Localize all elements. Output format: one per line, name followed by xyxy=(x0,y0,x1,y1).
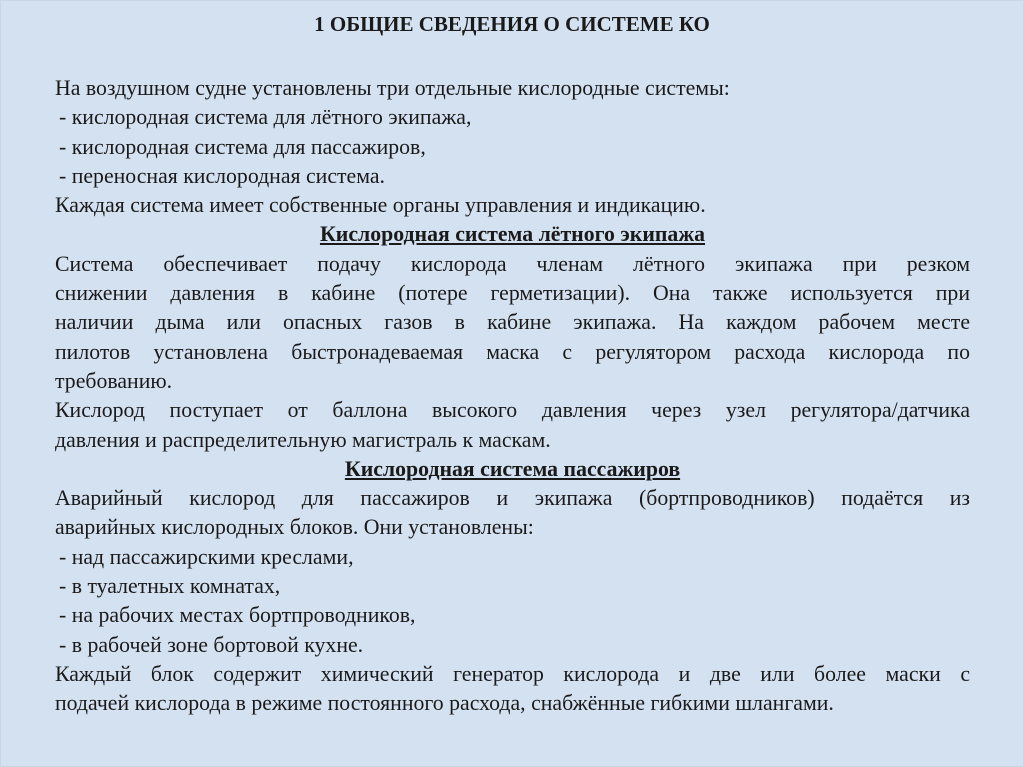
intro-list-item: - кислородная система для лётного экипажа, xyxy=(59,105,472,130)
section-heading-crew: Кислородная система лётного экипажа xyxy=(319,222,706,247)
intro-closing: Каждая система имеет собственные органы управления и индикацию. xyxy=(55,193,706,218)
intro-list-item: - кислородная система для пассажиров, xyxy=(59,134,426,159)
crew-paragraph-line: пилотов установлена быстронадеваемая маска с регулятором расхода кислорода по xyxy=(55,339,970,364)
pax-list-item: - над пассажирскими креслами, xyxy=(59,544,354,569)
pax-paragraph-line: аварийных кислородных блоков. Они установлены: xyxy=(55,515,534,540)
slide-body xyxy=(55,74,970,719)
crew-paragraph-line: давления и распределительную магистраль к маскам. xyxy=(55,427,551,452)
crew-paragraph-line: Кислород поступает от баллона высокого давления через узел регулятора/датчика xyxy=(55,398,970,423)
crew-paragraph-line: Система обеспечивает подачу кислорода членам лётного экипажа при резком xyxy=(55,251,970,276)
intro-list-item: - переносная кислородная система. xyxy=(59,163,385,188)
pax-paragraph-line: подачей кислорода в режиме постоянного расхода, снабжённые гибкими шлангами. xyxy=(55,691,834,716)
pax-list-item: - на рабочих местах бортпроводников, xyxy=(59,603,416,628)
pax-paragraph-line: Каждый блок содержит химический генератор кислорода и две или более маски с xyxy=(55,661,970,686)
pax-paragraph-line: Аварийный кислород для пассажиров и экипажа (бортпроводников) подаётся из xyxy=(55,486,970,511)
page-title: 1 ОБЩИЕ СВЕДЕНИЯ О СИСТЕМЕ КО xyxy=(314,12,710,36)
pax-list-item: - в туалетных комнатах, xyxy=(59,574,281,599)
crew-paragraph-line: наличии дыма или опасных газов в кабине экипажа. На каждом рабочем месте xyxy=(55,310,970,335)
section-heading-passengers: Кислородная система пассажиров xyxy=(344,456,681,481)
crew-paragraph-line: требованию. xyxy=(55,368,173,393)
intro-lead: На воздушном судне установлены три отдельные кислородные системы: xyxy=(55,76,730,100)
crew-paragraph-line: снижении давления в кабине (потере герметизации). Она также используется при xyxy=(55,281,970,306)
pax-list-item: - в рабочей зоне бортовой кухне. xyxy=(59,632,364,657)
